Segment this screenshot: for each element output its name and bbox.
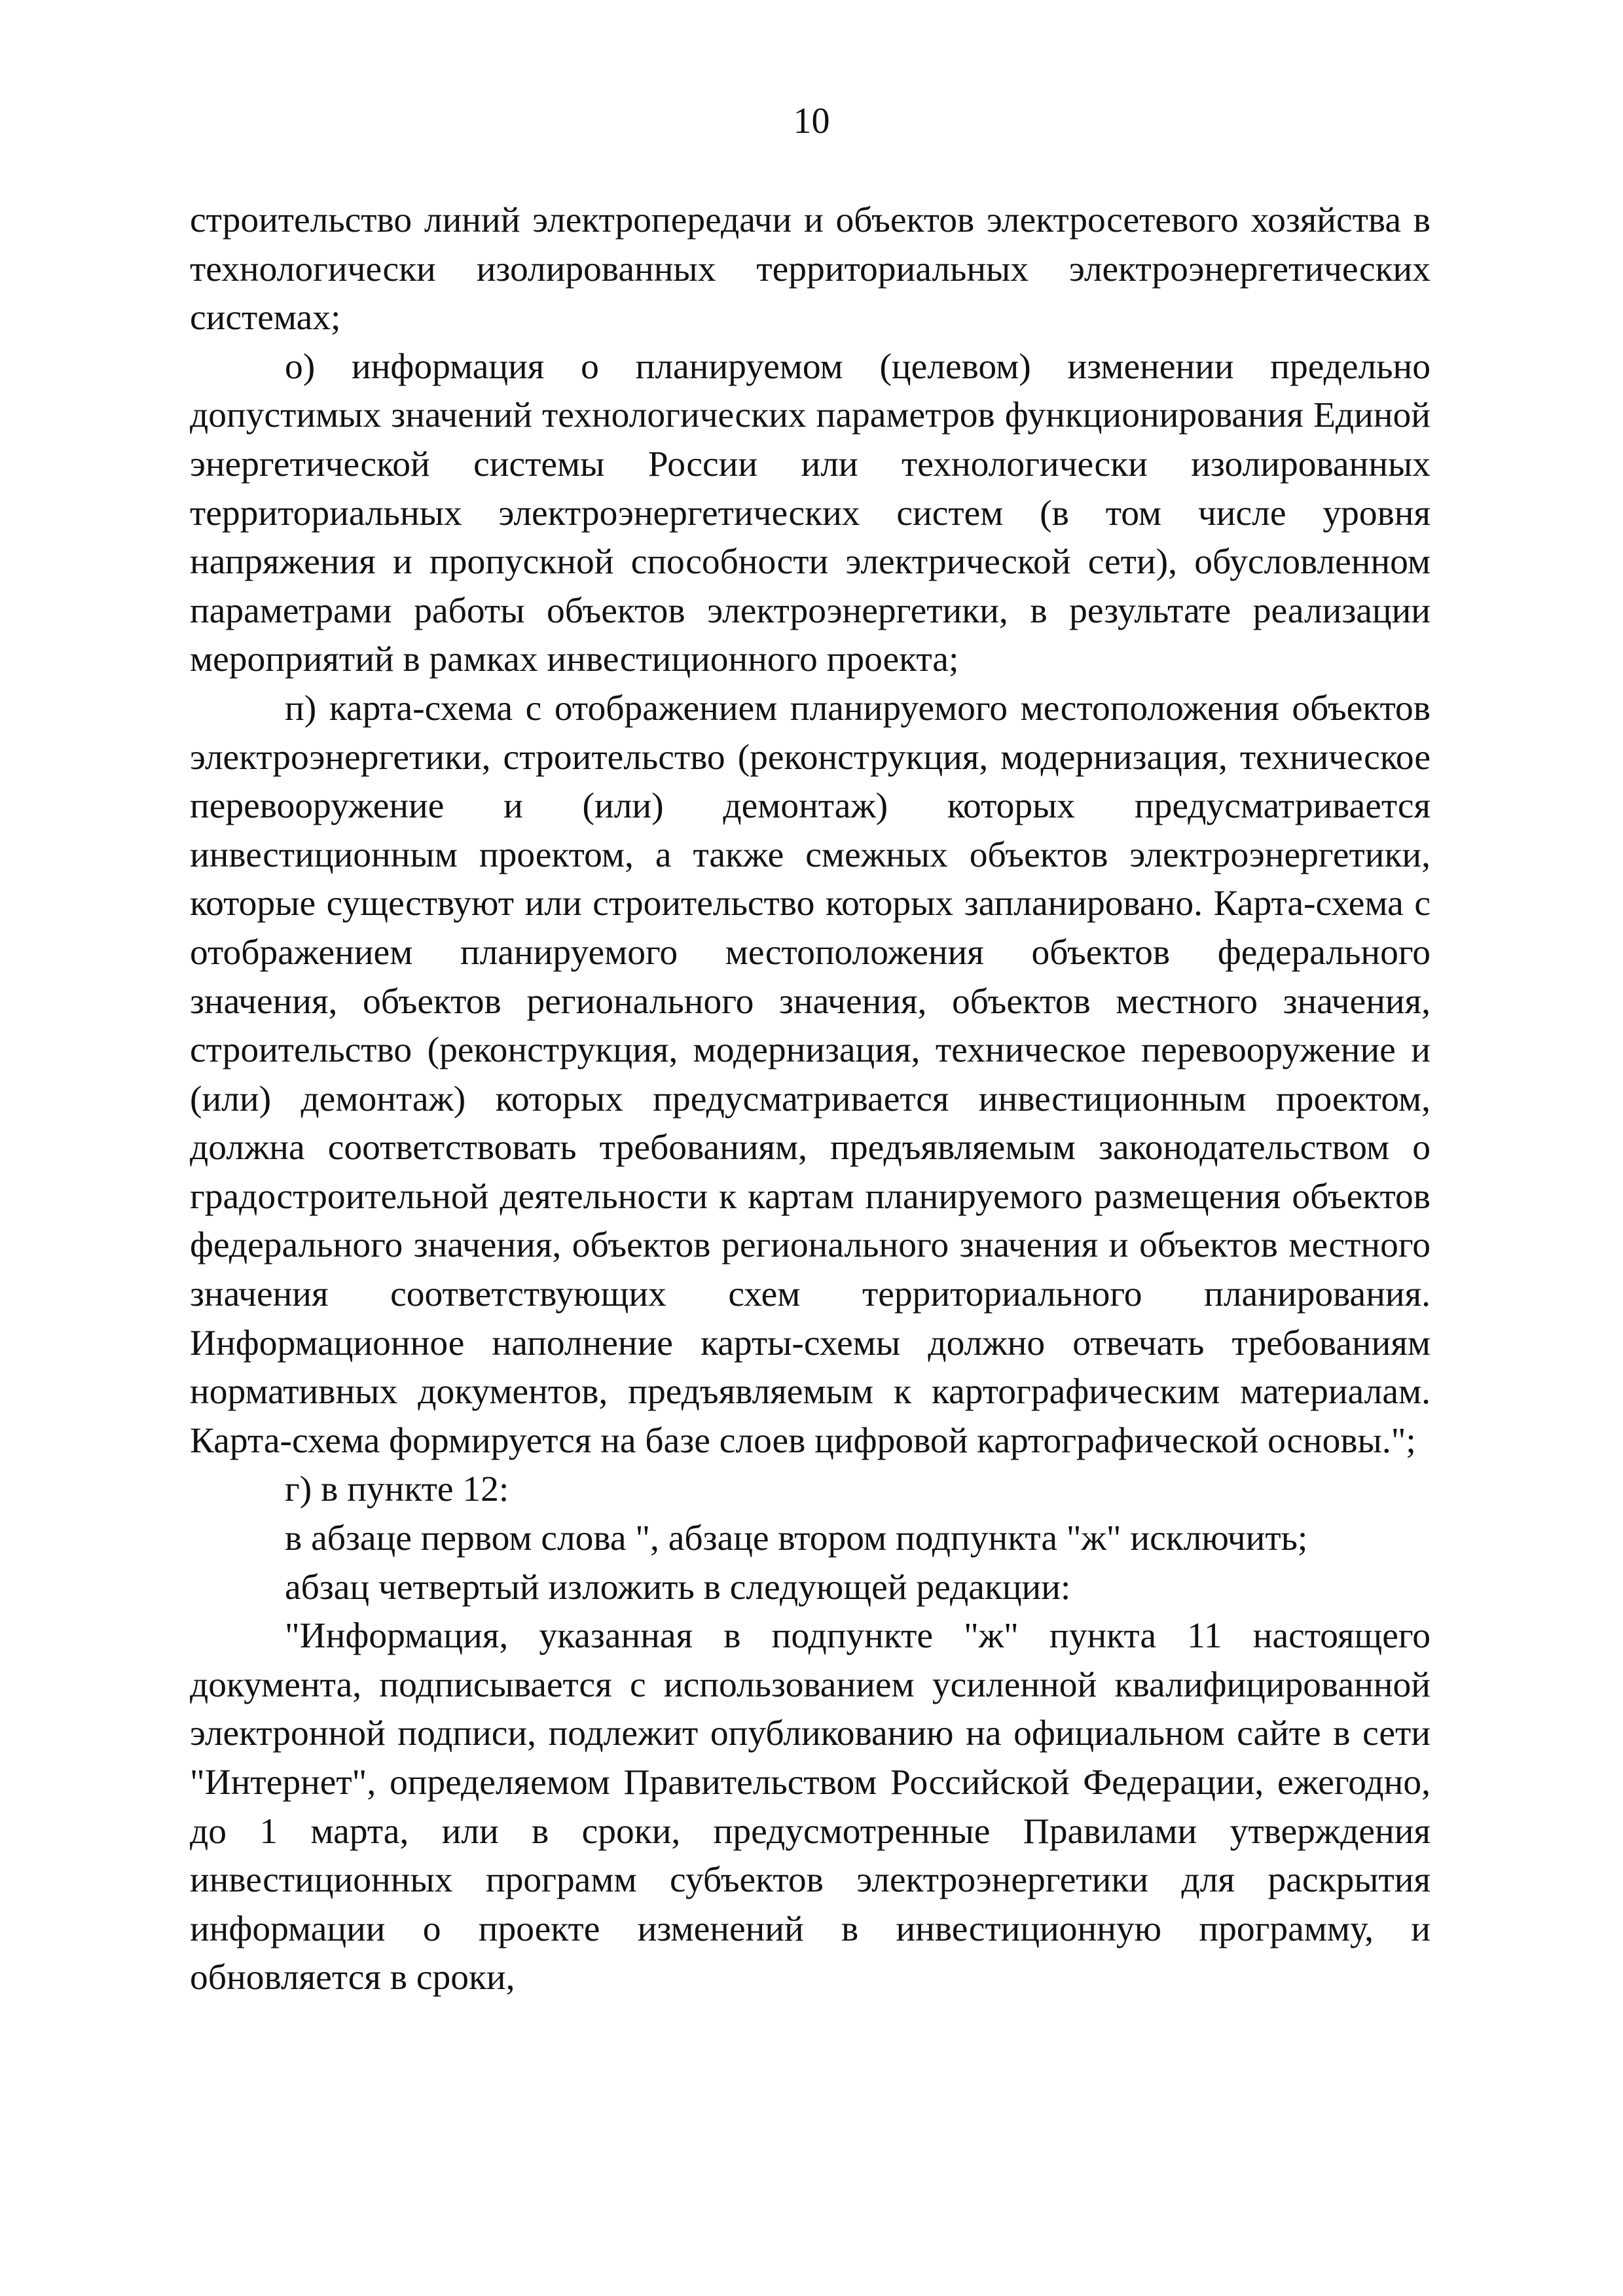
- page-number: 10: [793, 101, 830, 141]
- document-body: [190, 196, 1431, 2003]
- paragraph-item-o: о) информация о планируемом (целевом) изменении предельно допустимых значений технологических параметров функционирования Единой энергетической системы России или технологически изолированных территориальных электроэнергетических систем (в том числе уровня напряжения и пропускной способности электрической сети), обусловленном параметрами работы объектов электроэнергетики, в результате реализации мероприятий в рамках инвестиционного проекта;: [190, 346, 1431, 680]
- paragraph-continuation: строительство линий электропередачи и объектов электросетевого хозяйства в технологически изолированных территориальных электроэнергетических системах;: [190, 200, 1431, 338]
- paragraph-quote: "Информация, указанная в подпункте "ж" пункта 11 настоящего документа, подписывается с использованием усиленной квалифицированной электронной подписи, подлежит опубликованию на официальном сайте в сети "Интернет", определяемом Правительством Российской Федерации, ежегодно, до 1 марта, или в сроки, предусмотренные Правилами утверждения инвестиционных программ субъектов электроэнергетики для раскрытия информации о проекте изменений в инвестиционную программу, и обновляется в сроки,: [190, 1616, 1431, 1998]
- paragraph-item-g: г) в пункте 12:: [285, 1469, 509, 1510]
- paragraph-item-p: п) карта-схема с отображением планируемого местоположения объектов электроэнергетики, строительство (реконструкция, модернизация, техническое перевооружение и (или) демонтаж) которых предусматривается инвестиционным проектом, а также смежных объектов электроэнергетики, которые существуют или строительство которых запланировано. Карта-схема с отображением планируемого местоположения объектов федерального значения, объектов регионального значения, объектов местного значения, строительство (реконструкция, модернизация, техническое перевооружение и (или) демонтаж) которых предусматривается инвестиционным проектом, должна соответствовать требованиям, предъявляемым законодательством о градостроительной деятельности к картам планируемого размещения объектов федерального значения, объектов регионального значения и объектов местного значения соответствующих схем территориального планирования. Информационное наполнение карты-схемы должно отвечать требованиям нормативных документов, предъявляемым к картографическим материалам. Карта-схема формируется на базе слоев цифровой картографической основы.";: [190, 688, 1431, 1461]
- paragraph-abzac-fourth: абзац четвертый изложить в следующей редакции:: [285, 1567, 1071, 1607]
- paragraph-abzac-first: в абзаце первом слова ", абзаце втором подпункта "ж" исключить;: [285, 1518, 1308, 1559]
